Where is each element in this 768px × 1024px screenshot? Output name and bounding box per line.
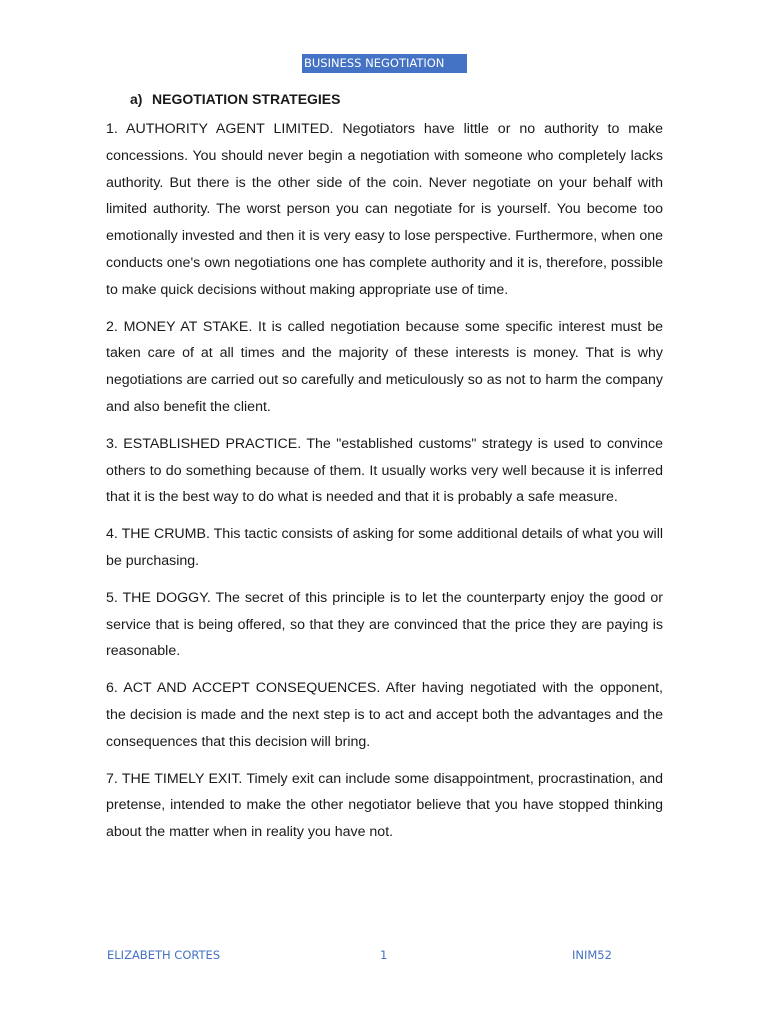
paragraph-the-doggy: 5. THE DOGGY. The secret of this principle is to let the counterparty enjoy the good or service that is being offered, so that they are convinced that the price they are paying is reasonable.	[106, 589, 663, 660]
section-title: NEGOTIATION STRATEGIES	[152, 91, 341, 107]
document-body	[106, 116, 663, 856]
paragraph-established-practice: 3. ESTABLISHED PRACTICE. The "established customs" strategy is used to convince others to do something because of them. It usually works very well because it is inferred that it is the best way to do what is needed and that it is probably a safe measure.	[106, 435, 663, 506]
footer-page-number: 1	[380, 948, 388, 962]
paragraph-the-crumb: 4. THE CRUMB. This tactic consists of asking for some additional details of what you will be purchasing.	[106, 526, 663, 569]
paragraph-money-at-stake: 2. MONEY AT STAKE. It is called negotiation because some specific interest must be taken care of at all times and the majority of these interests is money. That is why negotiations are carried out so carefully and meticulously so as not to harm the company and also benefit the client.	[106, 318, 663, 415]
paragraph-authority-agent-limited: 1. AUTHORITY AGENT LIMITED. Negotiators have little or no authority to make concessions. You should never begin a negotiation with someone who completely lacks authority. But there is the other side of the coin. Never negotiate on your behalf with limited authority. The worst person you can negotiate for is yourself. You become too emotionally invested and then it is very easy to lose perspective. Furthermore, when one conducts one's own negotiations one has complete authority and it is, therefore, possible to make quick decisions without making appropriate use of time.	[106, 121, 663, 298]
footer-author: ELIZABETH CORTES	[107, 948, 221, 962]
paragraph-timely-exit: 7. THE TIMELY EXIT. Timely exit can include some disappointment, procrastination, and pretense, intended to make the other negotiator believe that you have stopped thinking about the matter when in reality you have not.	[106, 770, 663, 841]
header-banner: BUSINESS NEGOTIATION	[302, 54, 467, 73]
footer-code: INIM52	[572, 948, 612, 962]
section-marker: a)	[130, 91, 143, 107]
section-heading	[130, 89, 341, 109]
paragraph-act-and-accept: 6. ACT AND ACCEPT CONSEQUENCES. After having negotiated with the opponent, the decision is made and the next step is to act and accept both the advantages and the consequences that this decision will bring.	[106, 680, 663, 750]
